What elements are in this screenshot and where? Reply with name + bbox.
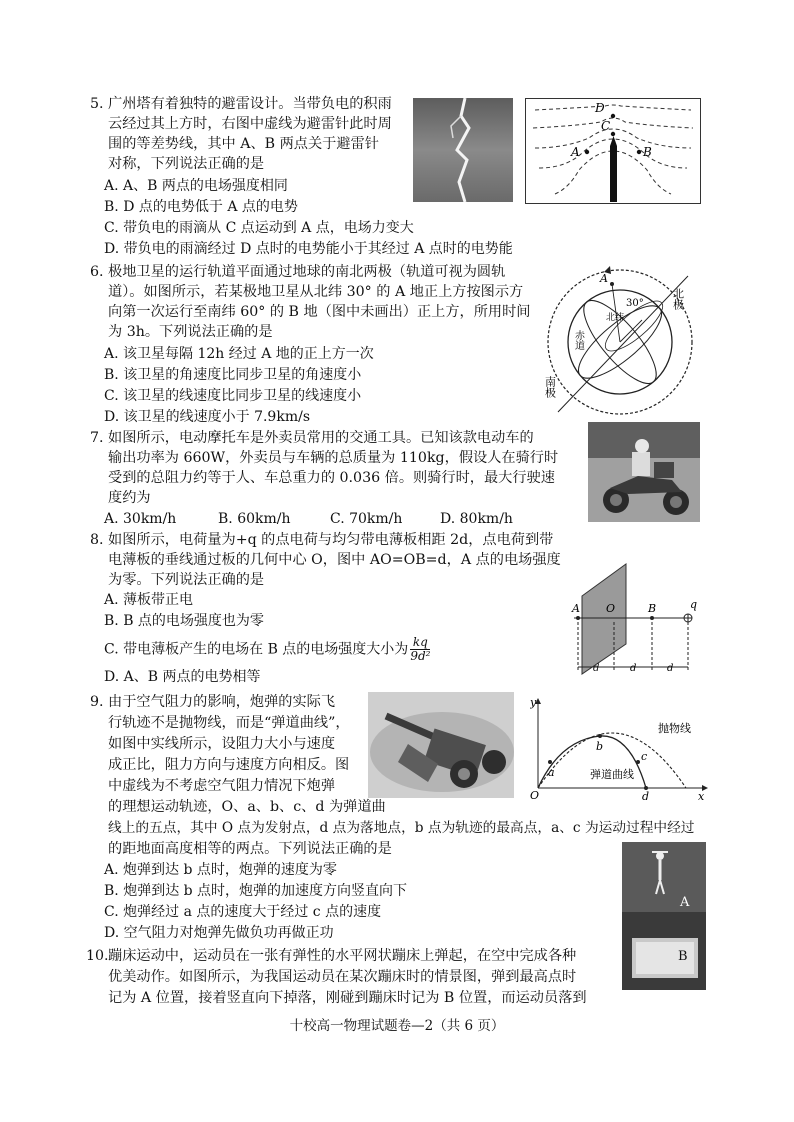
distance-label: d [667,663,674,674]
equator-label: 赤道 [572,330,584,350]
q5-stem-line: 广州塔有着独特的避雷设计。当带负电的积雨 [108,96,392,112]
q6-stem-line: 极地卫星的运行轨道平面通过地球的南北两极（轨道可视为圆轨 [108,264,506,280]
cannon-photo [368,692,514,798]
label-b: B [643,145,652,159]
q8-option-c-text: C. 带电薄板产生的电场在 B 点的电场强度大小为 [104,641,409,658]
q7-option-a: A. 30km/h [104,511,177,527]
q5-option-a: A. A、B 两点的电场强度相同 [104,178,288,194]
fraction [410,636,430,663]
label-o: O [606,602,616,615]
q8-number: 8. [90,532,104,548]
latitude-label: 北纬 [606,313,625,323]
point-c-marker [611,132,615,136]
point-d-label: d [642,790,650,803]
q9-stem-line: 中虚线为不考虑空气阻力情况下炮弹 [108,778,336,794]
scooter-photo [588,422,700,522]
q5-option-c: C. 带负电的雨滴从 C 点运动到 A 点，电场力变大 [104,220,414,236]
lightning-rod-diagram [525,98,701,204]
charged-plate-diagram [562,556,704,676]
q5-option-d: D. 带负电的雨滴经过 D 点时的电势能小于其经过 A 点时的电势能 [104,241,513,257]
label-b: B [678,949,688,964]
q6-option-d: D. 该卫星的线速度小于 7.9km/s [104,409,311,425]
q10-stem-line: 蹦床运动中，运动员在一张有弹性的水平网状蹦床上弹起，在空中完成各种 [108,948,577,964]
y-axis-label: y [530,696,537,709]
q7-stem-line: 度约为 [108,490,151,506]
q9-option-d: D. 空气阻力对炮弹先做负功再做正功 [104,925,334,941]
north-pole-label: 北极 [671,288,685,310]
point-a-label: a [548,766,555,779]
q10-stem-line: 优美动作。如图所示，为我国运动员在某次蹦床时的情景图，弹到最高点时 [108,969,577,985]
q9-stem-line: 由于空气阻力的影响，炮弹的实际飞 [108,694,336,710]
point-b-label: b [596,740,604,753]
point-a-marker [585,150,589,154]
q10-number: 10. [86,948,109,964]
q9-stem-line: 行轨迹不是抛物线，而是“弹道曲线”， [108,715,350,731]
label-q: q [690,598,698,611]
point-b-marker [637,150,641,154]
ballistic-curve-label: 弹道曲线 [590,768,634,781]
origin-label: O [530,789,540,802]
q10-stem-line: 记为 A 位置，接着竖直向下掉落，刚碰到蹦床时记为 B 位置，而运动员落到 [108,990,587,1006]
label-a: A [572,602,580,615]
q6-number: 6. [90,264,104,280]
q5-stem-line: 云经过其上方时，右图中虚线为避雷针此时周 [108,116,392,132]
q7-number: 7. [90,430,104,446]
polar-orbit-diagram [538,262,714,422]
label-c: C [601,119,611,133]
fraction-numerator: kq [410,636,430,650]
q7-stem-line: 输出功率为 660W，外卖员与车辆的总质量为 110kg，假设人在骑行时 [108,450,559,466]
q6-stem-line: 道）。如图所示，若某极地卫星从北纬 30° 的 A 地正上方按图示方 [108,284,524,300]
q8-option-b: B. B 点的电场强度也为零 [104,613,264,629]
label-b: B [648,602,657,615]
label-a: A [680,895,690,910]
q6-option-c: C. 该卫星的线速度比同步卫星的线速度小 [104,388,362,404]
q6-stem-line: 为 3h。下列说法正确的是 [108,324,273,340]
label-a: A [571,145,580,159]
angle-label: 30° [626,298,644,309]
q7-option-b: B. 60km/h [218,511,291,527]
q7-stem-line: 如图所示，电动摩托车是外卖员常用的交通工具。已知该款电动车的 [108,430,534,446]
q8-option-d: D. A、B 两点的电势相等 [104,669,261,685]
label-d: D [595,101,605,115]
q8-option-a: A. 薄板带正电 [104,592,194,608]
q5-number: 5. [90,96,104,112]
trajectory-graph [530,696,708,804]
distance-label: d [630,663,637,674]
q7-option-c: C. 70km/h [330,511,403,527]
q6-option-b: B. 该卫星的角速度比同步卫星的角速度小 [104,367,362,383]
q9-option-b: B. 炮弹到达 b 点时，炮弹的加速度方向竖直向下 [104,883,408,899]
q9-stem-line: 的理想运动轨迹，O、a、b、c、d 为弹道曲 [108,799,386,815]
q7-stem-line: 受到的总阻力约等于人、车总重力的 0.036 倍。则骑行时，最大行驶速 [108,470,555,486]
parabola-label: 抛物线 [658,722,691,735]
q6-option-a: A. 该卫星每隔 12h 经过 A 地的正上方一次 [104,346,374,362]
q8-stem-line: 电薄板的垂线通过板的几何中心 O，图中 AO=OB=d，A 点的电场强度 [108,552,561,568]
distance-label: d [593,663,600,674]
q9-stem-line: 成正比，阻力方向与速度方向相反。图 [108,757,350,773]
q7-option-d: D. 80km/h [440,511,513,527]
q5-stem-line: 围的等差势线，其中 A、B 两点关于避雷针 [108,136,379,152]
q9-option-a: A. 炮弹到达 b 点时，炮弹的速度为零 [104,862,337,878]
q5-option-b: B. D 点的电势低于 A 点的电势 [104,199,298,215]
lightning-photo [413,98,513,202]
q9-stem-line: 线上的五点，其中 O 点为发射点，d 点为落地点，b 点为轨迹的最高点，a、c 为运动过程中经过 [108,820,695,836]
q9-stem-line: 的距地面高度相等的两点。下列说法正确的是 [108,841,392,857]
label-a: A [600,272,608,285]
q9-option-c: C. 炮弹经过 a 点的速度大于经过 c 点的速度 [104,904,382,920]
q8-option-c [104,636,430,663]
x-axis-label: x [698,790,705,803]
q9-number: 9. [90,694,104,710]
page-footer: 十校高一物理试题卷—2（共 6 页） [289,1018,505,1034]
point-d-marker [611,114,615,118]
south-pole-label: 南极 [543,376,557,398]
fraction-denominator: 9d² [410,649,431,663]
q8-stem-line: 为零。下列说法正确的是 [108,572,265,588]
point-c-label: c [641,750,648,763]
trampoline-photo [622,842,706,990]
q5-stem-line: 对称，下列说法正确的是 [108,156,265,172]
q9-stem-line: 如图中实线所示，设阻力大小与速度 [108,736,336,752]
q6-stem-line: 向第一次运行至南纬 60° 的 B 地（图中未画出）正上方，所用时间 [108,304,531,320]
q8-stem-line: 如图所示，电荷量为+q 的点电荷与均匀带电薄板相距 2d，点电荷到带 [108,532,554,548]
